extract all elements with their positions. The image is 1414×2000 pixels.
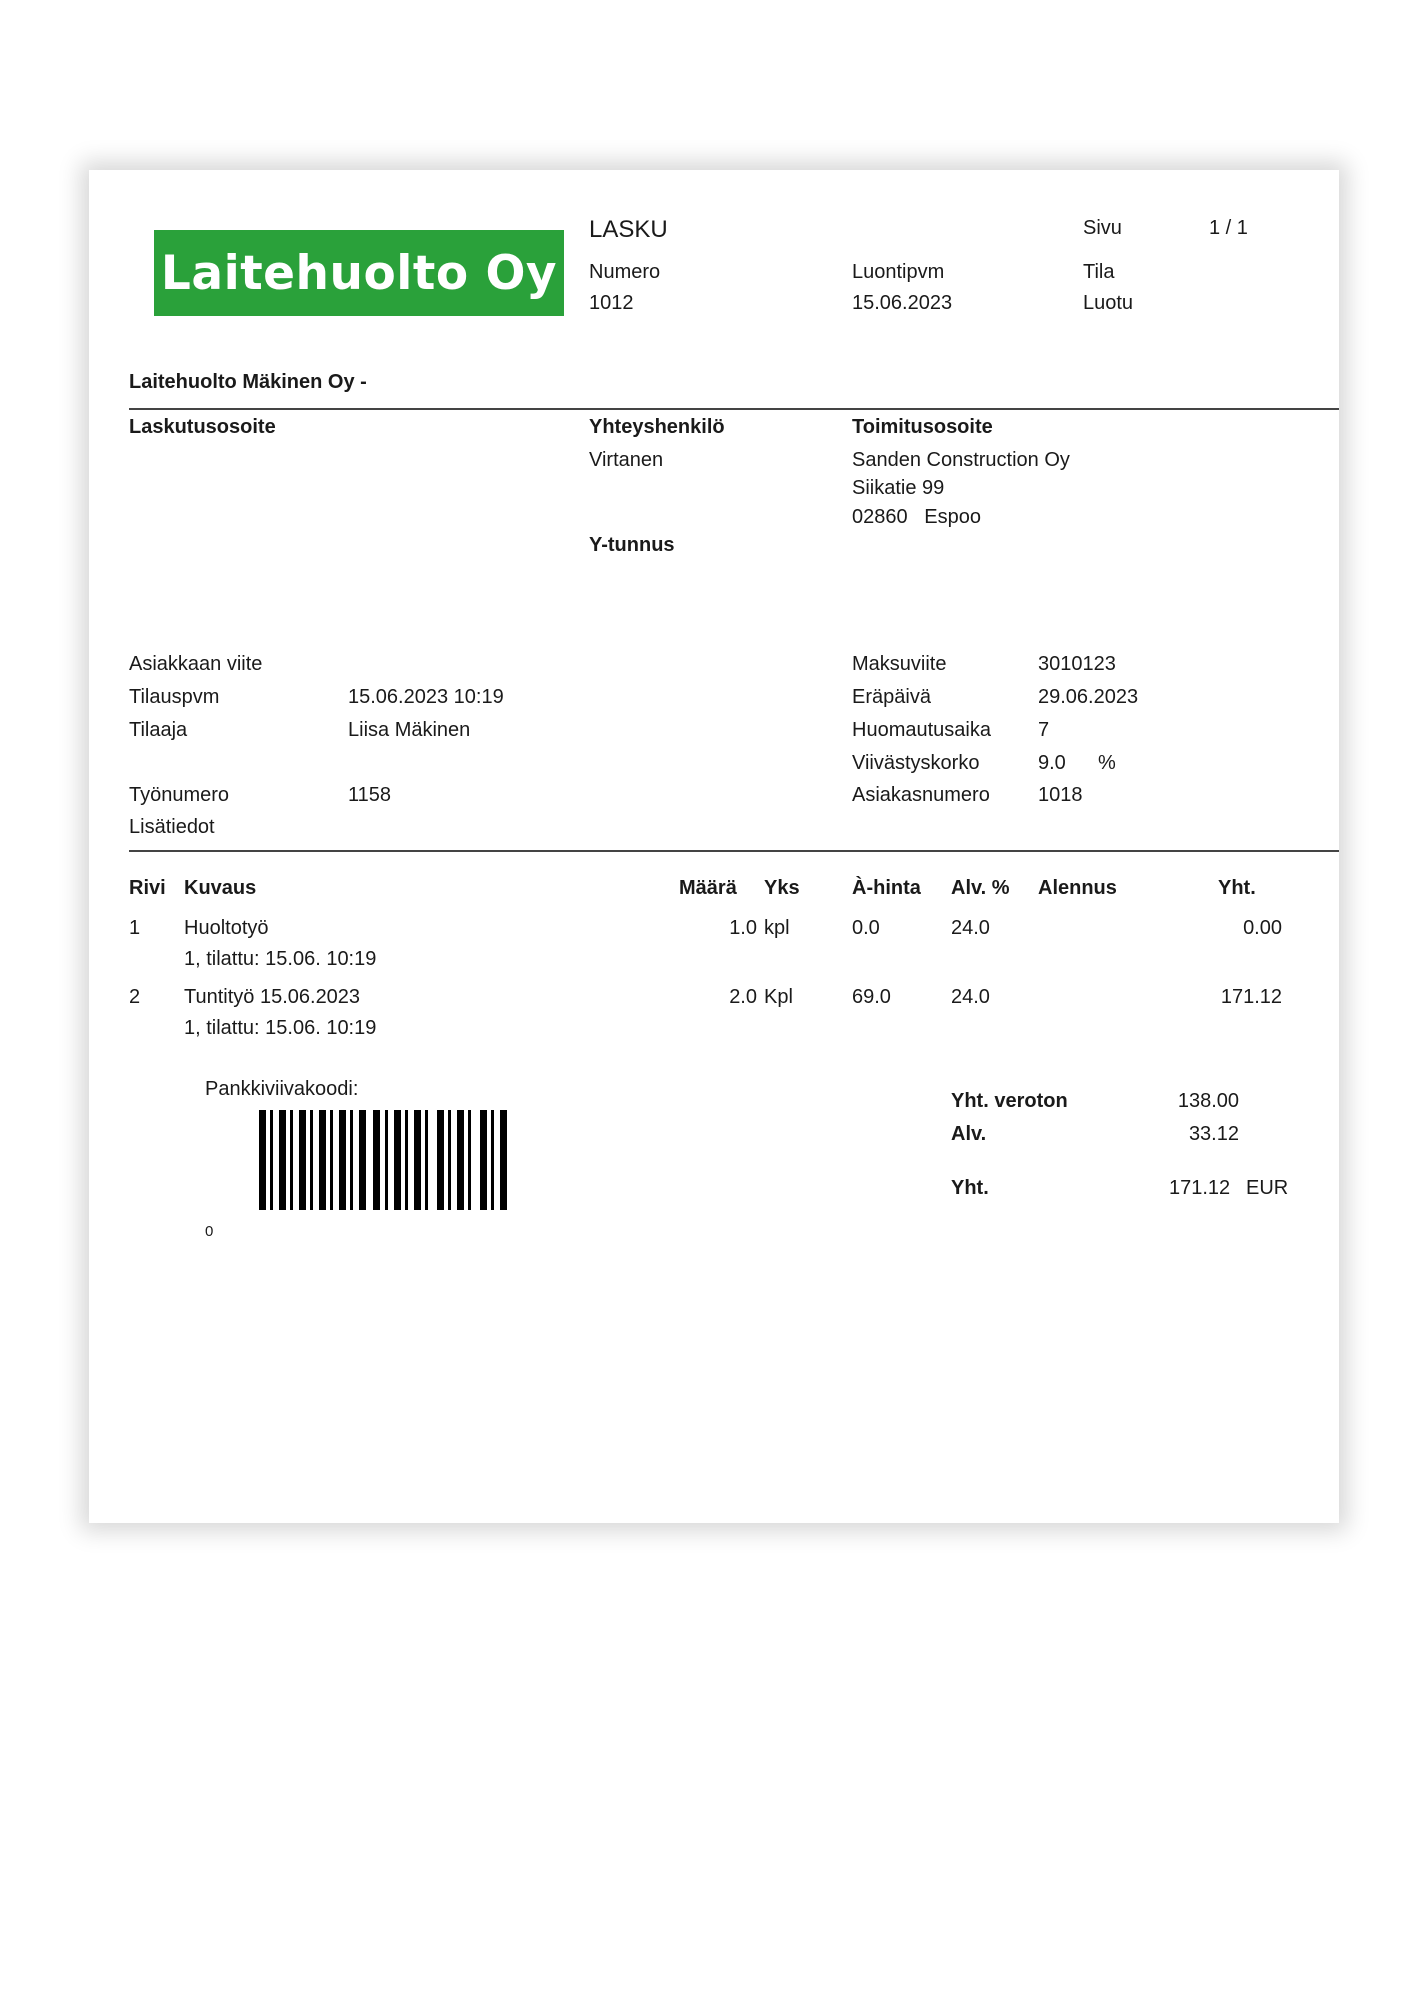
status-label: Tila [1083, 261, 1115, 283]
row-unit-price: 69.0 [852, 986, 891, 1008]
grand-total-value: 171.12 [1169, 1177, 1231, 1199]
col-header-row: Rivi [129, 877, 166, 899]
late-interest-unit: % [1098, 752, 1116, 774]
col-header-description: Kuvaus [184, 877, 257, 899]
invoice-number-value: 1012 [589, 292, 634, 314]
vat-total-label: Alv. [951, 1123, 987, 1145]
row-description: Huoltotyö [184, 917, 269, 939]
document-type-title: LASKU [589, 216, 668, 243]
col-header-unit-price: À-hinta [852, 877, 921, 899]
late-interest-value: 9.0 [1038, 752, 1066, 774]
row-number: 2 [129, 986, 141, 1008]
row-description: Tuntityö 15.06.2023 [184, 986, 361, 1008]
col-header-discount: Alennus [1038, 877, 1117, 899]
order-date-value: 15.06.2023 10:19 [348, 686, 504, 708]
row-number: 1 [129, 917, 141, 939]
status-value: Luotu [1083, 292, 1134, 314]
row-total: 0.00 [1243, 917, 1282, 939]
orderer-value: Liisa Mäkinen [348, 719, 471, 741]
row-order-info: 1, tilattu: 15.06. 10:19 [184, 948, 377, 970]
row-vat: 24.0 [951, 917, 990, 939]
page-label: Sivu [1083, 217, 1122, 239]
due-date-label: Eräpäivä [852, 686, 931, 708]
customer-number-value: 1018 [1038, 784, 1083, 806]
row-vat: 24.0 [951, 986, 990, 1008]
header-divider [129, 408, 1339, 410]
delivery-address-line: Sanden Construction Oy [852, 449, 1070, 471]
delivery-address-line: 02860 Espoo [852, 506, 981, 528]
row-unit-price: 0.0 [852, 917, 880, 939]
billing-address-label: Laskutusosoite [129, 416, 276, 438]
customer-reference-label: Asiakkaan viite [129, 653, 263, 675]
net-total-label: Yht. veroton [951, 1090, 1068, 1112]
work-number-value: 1158 [348, 784, 392, 806]
net-total-value: 138.00 [1177, 1090, 1239, 1112]
barcode-label: Pankkiviivakoodi: [205, 1078, 359, 1100]
col-header-total: Yht. [1218, 877, 1256, 899]
row-total: 171.12 [1220, 986, 1282, 1008]
invoice-page [89, 170, 1339, 1523]
sender-name: Laitehuolto Mäkinen Oy - [129, 371, 367, 393]
payment-reference-label: Maksuviite [852, 653, 947, 675]
notice-period-label: Huomautusaika [852, 719, 991, 741]
company-logo: Laitehuolto Oy [154, 230, 564, 316]
row-quantity: 2.0 [729, 986, 757, 1008]
late-interest-label: Viivästyskorko [852, 752, 980, 774]
barcode-number: 0 [205, 1223, 214, 1240]
contact-person-label: Yhteyshenkilö [589, 416, 725, 438]
currency-code: EUR [1246, 1177, 1289, 1199]
orderer-label: Tilaaja [129, 719, 188, 741]
col-header-vat: Alv. % [951, 877, 1010, 899]
invoice-number-label: Numero [589, 261, 661, 283]
row-unit: Kpl [764, 986, 793, 1008]
created-date-label: Luontipvm [852, 261, 945, 283]
col-header-unit: Yks [764, 877, 800, 899]
delivery-address-label: Toimitusosoite [852, 416, 993, 438]
vat-total-value: 33.12 [1188, 1123, 1239, 1145]
grand-total-label: Yht. [951, 1177, 989, 1199]
work-number-label: Työnumero [129, 784, 230, 806]
table-divider [129, 850, 1339, 852]
order-date-label: Tilauspvm [129, 686, 220, 708]
row-unit: kpl [764, 917, 790, 939]
created-date-value: 15.06.2023 [852, 292, 953, 314]
business-id-label: Y-tunnus [589, 534, 675, 556]
row-order-info: 1, tilattu: 15.06. 10:19 [184, 1017, 377, 1039]
delivery-address-line: Siikatie 99 [852, 477, 945, 499]
payment-reference-value: 3010123 [1038, 653, 1116, 675]
barcode-image [259, 1110, 511, 1210]
col-header-quantity: Määrä [679, 877, 737, 899]
page-value: 1 / 1 [1209, 217, 1248, 239]
due-date-value: 29.06.2023 [1038, 686, 1139, 708]
notice-period-value: 7 [1038, 719, 1050, 741]
extra-info-label: Lisätiedot [129, 816, 215, 838]
row-quantity: 1.0 [729, 917, 757, 939]
customer-number-label: Asiakasnumero [852, 784, 990, 806]
contact-person-value: Virtanen [589, 449, 664, 471]
